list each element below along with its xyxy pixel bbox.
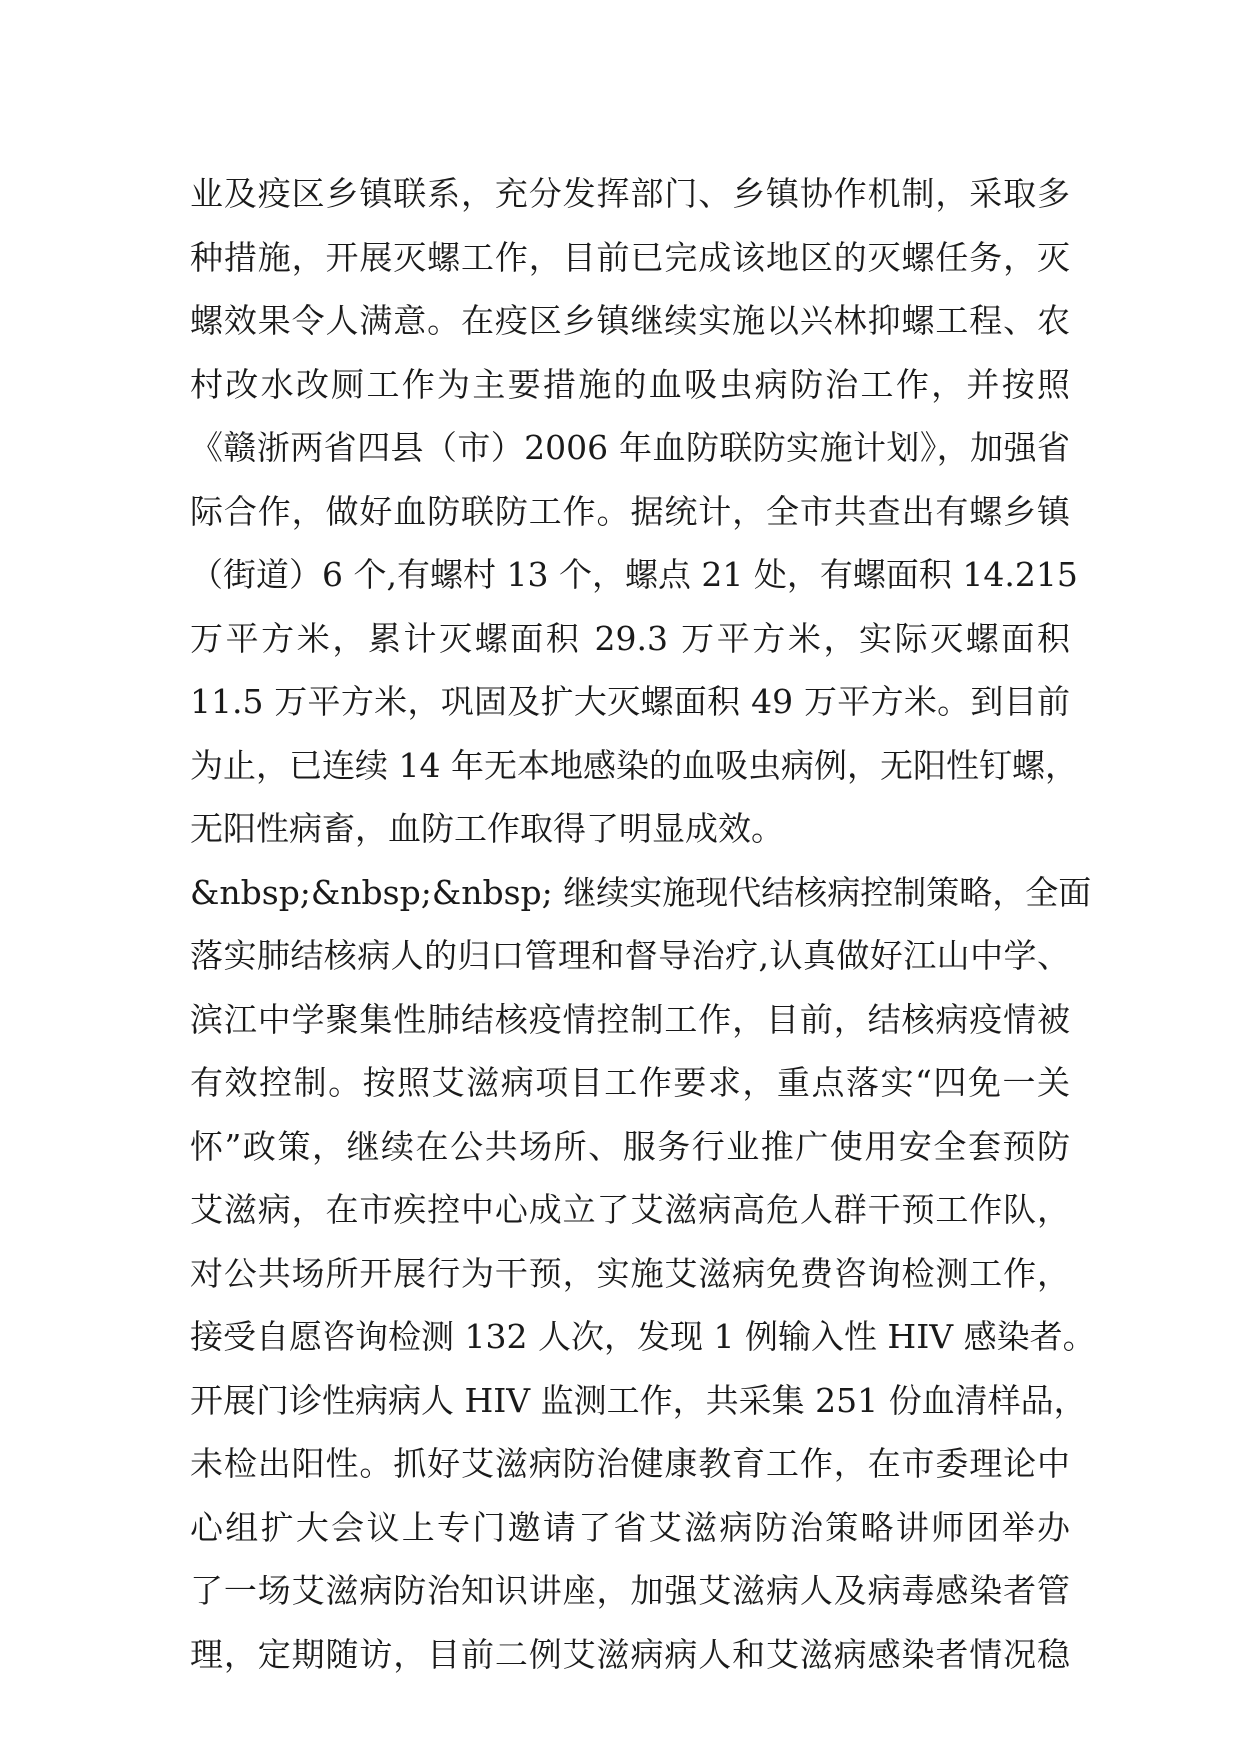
text-line: 落实肺结核病人的归口管理和督导治疗,认真做好江山中学、 — [190, 936, 1070, 975]
text-line: 未检出阳性。抓好艾滋病防治健康教育工作，在市委理论中 — [190, 1444, 1070, 1483]
text-line: 11.5 万平方米，巩固及扩大灭螺面积 49 万平方米。到目前 — [190, 682, 1070, 721]
text-line: 理，定期随访，目前二例艾滋病病人和艾滋病感染者情况稳 — [190, 1634, 1070, 1674]
body-text — [190, 162, 1096, 1686]
text-line: 怀”政策，继续在公共场所、服务行业推广使用安全套预防 — [190, 1126, 1070, 1166]
text-line: 对公共场所开展行为干预，实施艾滋病免费咨询检测工作， — [190, 1253, 1070, 1293]
text-line: 《赣浙两省四县（市）2006 年血防联防实施计划》，加强省 — [190, 428, 1070, 467]
text-line: 万平方米，累计灭螺面积 29.3 万平方米，实际灭螺面积 — [190, 618, 1070, 658]
text-line: 接受自愿咨询检测 132 人次，发现 1 例输入性 HIV 感染者。 — [190, 1317, 1096, 1356]
text-line: 螺效果令人满意。在疫区乡镇继续实施以兴林抑螺工程、农 — [190, 301, 1070, 340]
text-line: 种措施，开展灭螺工作，目前已完成该地区的灭螺任务，灭 — [190, 237, 1070, 277]
text-line: 心组扩大会议上专门邀请了省艾滋病防治策略讲师团举办 — [190, 1507, 1070, 1547]
text-line: 开展门诊性病病人 HIV 监测工作，共采集 251 份血清样品， — [190, 1380, 1087, 1420]
text-line: 业及疫区乡镇联系，充分发挥部门、乡镇协作机制，采取多 — [190, 174, 1070, 213]
text-line: （街道）6 个,有螺村 13 个，螺点 21 处，有螺面积 14.215 — [190, 555, 1078, 594]
text-line: &nbsp;&nbsp;&nbsp; 继续实施现代结核病控制策略，全面 — [190, 872, 1092, 912]
text-line: 了一场艾滋病防治知识讲座，加强艾滋病人及病毒感染者管 — [190, 1571, 1070, 1610]
text-line: 艾滋病，在市疾控中心成立了艾滋病高危人群干预工作队， — [190, 1190, 1070, 1229]
text-line: 为止，已连续 14 年无本地感染的血吸虫病例，无阳性钉螺， — [190, 745, 1078, 785]
text-line: 际合作，做好血防联防工作。据统计，全市共查出有螺乡镇 — [190, 491, 1070, 531]
text-line: 滨江中学聚集性肺结核疫情控制工作，目前，结核病疫情被 — [190, 999, 1070, 1039]
paragraph-end-line: 无阳性病畜，血防工作取得了明显成效。 — [190, 809, 784, 848]
text-line: 村改水改厕工作为主要措施的血吸虫病防治工作，并按照 — [190, 364, 1070, 404]
text-line: 有效控制。按照艾滋病项目工作要求，重点落实“四免一关 — [190, 1063, 1070, 1102]
